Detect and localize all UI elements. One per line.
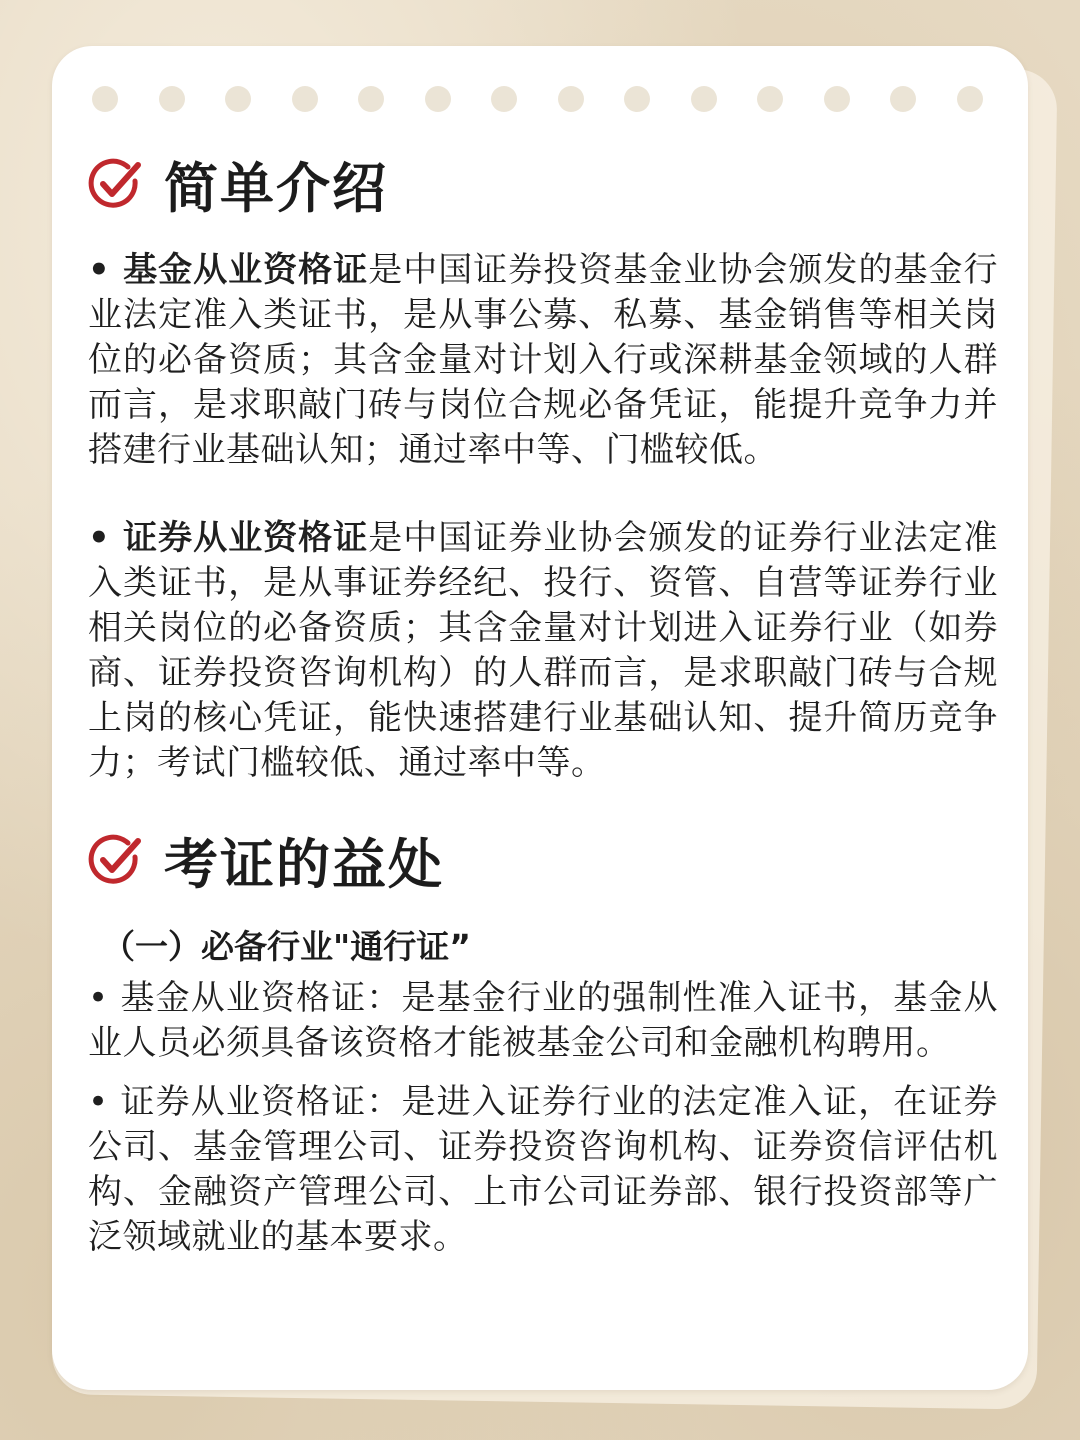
term-fund-certificate: 基金从业资格证 — [123, 250, 369, 290]
binder-hole — [225, 86, 251, 112]
intro-paragraph-securities — [88, 516, 998, 786]
binder-hole — [292, 86, 318, 112]
bullet: • — [88, 518, 124, 558]
binder-hole — [159, 86, 185, 112]
section-title: 简单介绍 — [164, 156, 388, 220]
bullet: • — [88, 250, 124, 290]
check-circle-icon — [88, 157, 142, 211]
binder-hole — [92, 86, 118, 112]
term-securities-certificate: 证券从业资格证 — [123, 518, 369, 558]
binder-hole — [425, 86, 451, 112]
binder-hole — [491, 86, 517, 112]
binder-hole — [757, 86, 783, 112]
note-card — [52, 46, 1028, 1390]
paragraph-text: 是中国证券业协会颁发的证券行业法定准入类证书，是从事证券经纪、投行、资管、自营等证券行业相关岗位的必备资质；其含金量对计划进入证券行业（如券商、证券投资咨询机构）的人群而言，是求职敲门砖与合规上岗的核心凭证，能快速搭建行业基础认知、提升简历竞争力；考试门槛较低、通过率中等。 — [88, 518, 999, 783]
binder-hole — [558, 86, 584, 112]
section-title: 考证的益处 — [164, 832, 444, 896]
benefit-paragraph-fund: • 基金从业资格证：是基金行业的强制性准入证书，基金从业人员必须具备该资格才能被基金公司和金融机构聘用。 — [88, 978, 998, 1063]
binder-hole — [890, 86, 916, 112]
paragraph-text: 是中国证券投资基金业协会颁发的基金行业法定准入类证书，是从事公募、私募、基金销售等相关岗位的必备资质；其含金量对计划入行或深耕基金领域的人群而言，是求职敲门砖与岗位合规必备凭证，能提升竞争力并搭建行业基础认知；通过率中等、门槛较低。 — [88, 250, 999, 470]
binder-hole — [358, 86, 384, 112]
section-intro-heading — [88, 144, 388, 224]
intro-paragraph-fund — [88, 248, 998, 473]
section-benefits-heading — [88, 820, 444, 900]
binder-hole — [957, 86, 983, 112]
check-circle-icon — [88, 833, 142, 887]
binder-hole — [691, 86, 717, 112]
binder-holes — [92, 86, 992, 112]
benefit-subheading: （一）必备行业"通行证” — [102, 927, 471, 966]
binder-hole — [624, 86, 650, 112]
binder-hole — [824, 86, 850, 112]
benefit-paragraph-securities: • 证券从业资格证：是进入证券行业的法定准入证，在证券公司、基金管理公司、证券投资咨询机构、证券资信评估机构、金融资产管理公司、上市公司证券部、银行投资部等广泛领域就业的基本要求。 — [88, 1082, 998, 1257]
